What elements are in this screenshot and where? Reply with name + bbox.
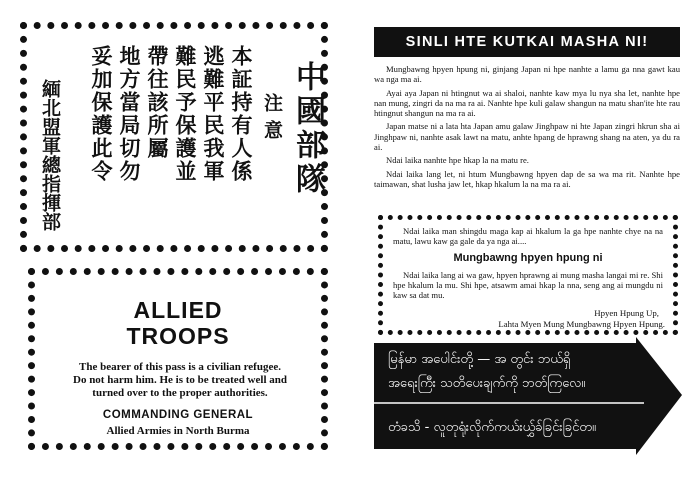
kachin-paragraph: Ndai laika lang let, ni htum Mungbawng hpyen dap de sa wa ma rit. Nanhte hpe taimawan, shat lusha jaw let, hkap hkalum la na ma ra ai.: [374, 168, 680, 189]
chinese-unit-label: 中國部隊: [290, 61, 325, 197]
kachin-paragraph: Japan matse ni a lata hta Japan amu galaw Jinghpaw ni hte Japan zingri hkrun sha ai Jinghpaw ni, nanhte asak lawt na matu, anhte hpang de hprawng shang na aten, ya du ra ai.: [374, 121, 680, 153]
kachin-paragraph: Ayai aya Japan ni htingnut wa ai shaloi, nanhte kaw mya lu nya sha let, nanhte hpe nan mung, zingri da na ma ra ai. Nanhte hpe kuli galaw shangun na matu shan'ite hte rau htingnut shangun na ma ra ai.: [374, 87, 680, 119]
title-line-allied: ALLIED: [133, 297, 223, 323]
kachin-signature-line: Hpyen Hpung Up,: [594, 308, 659, 318]
english-pass-panel: [28, 268, 328, 450]
burmese-line: မြန်မာ အပေါင်းတို့ — အ တွင်း ဘယ်ရှိ: [388, 352, 571, 367]
kachin-box-text: Ndai laika lang ai wa gaw, hpyen hprawng ai mung masha langai mi re. Shi hpe hkalum la mu. Shi hpe, atsawm amai hkap la nna, seng ang ai mungdu ni kaw sa dat mu.: [393, 270, 663, 300]
burmese-arrow-panel: [374, 337, 684, 455]
burmese-line: အရေးကြီး သတိပေးချက်ကို ဘတ်ကြလေ။: [388, 376, 586, 391]
body-line: turned over to the proper authorities.: [92, 387, 268, 399]
kachin-main-text: [374, 64, 680, 192]
kachin-signature-line: Lahta Myen Mung Mungbawng Hpyen Hpung.: [498, 319, 665, 329]
chinese-body-column: 難民予保護並: [173, 45, 198, 183]
chinese-body-column: 逃難平民我軍: [201, 45, 226, 183]
kachin-header-banner: SINLI HTE KUTKAI MASHA NI!: [374, 27, 680, 57]
chinese-pass-body: [87, 45, 255, 183]
commander-subtitle: Allied Armies in North Burma: [106, 425, 250, 437]
body-line: Do not harm him. He is to be treated well and: [73, 374, 287, 386]
burmese-line: တံခသိ - လူတုရုံးလိုက်ကယ်းယွှ်ခ်ခြင်းခြင်တ။: [388, 420, 596, 435]
kachin-paragraph: Mungbawng hpyen hpung ni, ginjang Japan ni hpe nanhte a lamu ga nna gawt kau wa nga ma ai.: [374, 64, 680, 85]
kachin-pass-box: [378, 215, 678, 335]
english-pass-title: [35, 297, 321, 349]
chinese-body-column: 帶往該所屬: [145, 45, 170, 160]
title-line-troops: TROOPS: [126, 323, 230, 349]
chinese-signatory: 緬北盟軍總指揮部: [39, 79, 61, 231]
commander-title: COMMANDING GENERAL: [102, 409, 254, 421]
chinese-pass-panel: [20, 22, 328, 252]
chinese-body-column: 地方當局切勿: [117, 45, 142, 183]
chinese-body-column: 本証持有人係: [229, 45, 254, 183]
body-line: The bearer of this pass is a civilian refugee.: [79, 361, 281, 373]
chinese-body-column: 妥加保護此令: [89, 45, 114, 183]
kachin-paragraph: Ndai laika nanhte hpe hkap la na matu re.: [386, 155, 529, 166]
english-pass-body: [53, 361, 307, 400]
kachin-box-intro: Ndai laika man shingdu maga kap ai hkalum la ga hpe nanhte chye na na matu, lawu kaw ga gale da ya nga ai....: [393, 226, 663, 246]
kachin-box-title: Mungbawng hpyen hpung ni: [453, 252, 603, 264]
chinese-notice-label: 注意: [261, 93, 283, 147]
